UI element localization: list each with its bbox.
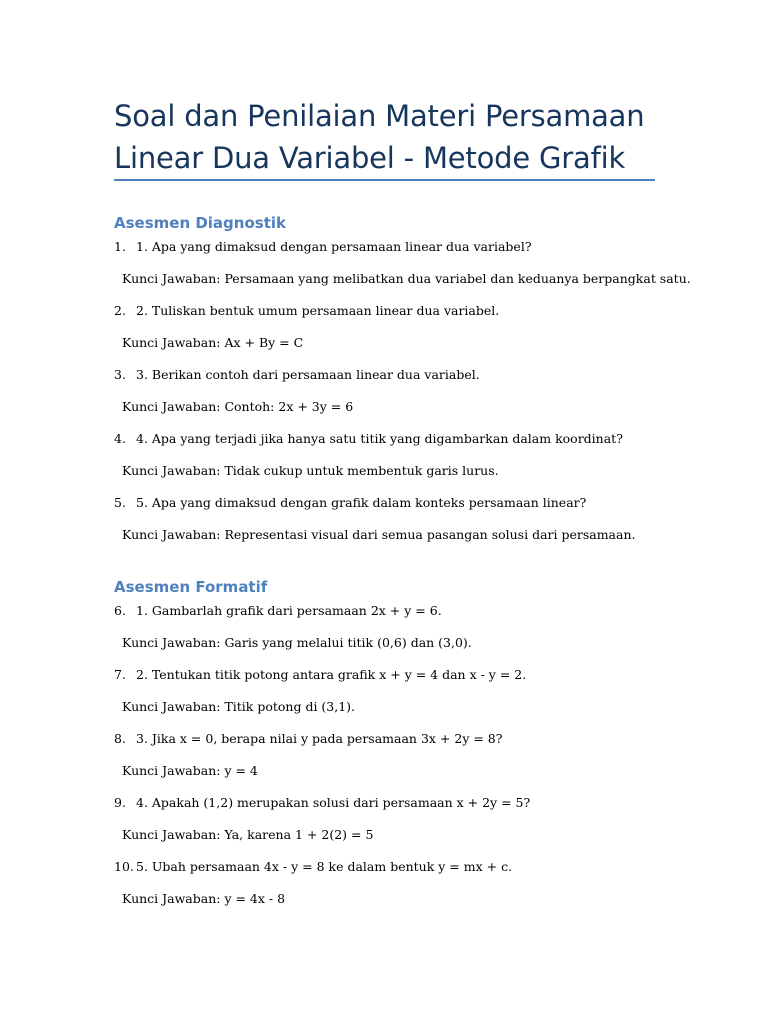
answer-key: Kunci Jawaban: Representasi visual dari semua pasangan solusi dari persamaan. [122,527,636,542]
answer-key: Kunci Jawaban: Ax + By = C [122,335,304,350]
question-text: 2. Tuliskan bentuk umum persamaan linear dua variabel. [136,303,500,318]
question-number: 6. [114,603,126,618]
question-item [114,794,530,812]
answer-key: Kunci Jawaban: y = 4x - 8 [122,891,286,906]
question-number: 8. [114,731,126,746]
question-item [114,302,499,320]
answer-key: Kunci Jawaban: Titik potong di (3,1). [122,699,356,714]
question-number: 10. [114,859,134,874]
answer-key: Kunci Jawaban: Persamaan yang melibatkan dua variabel dan keduanya berpangkat satu. [122,271,691,286]
answer-key: Kunci Jawaban: Contoh: 2x + 3y = 6 [122,399,354,414]
question-item [114,494,586,512]
answer-key: Kunci Jawaban: y = 4 [122,763,258,778]
question-text: 1. Apa yang dimaksud dengan persamaan linear dua variabel? [136,239,532,254]
section-heading-diagnostik: Asesmen Diagnostik [114,214,286,232]
question-item [114,366,480,384]
question-item [114,238,532,256]
question-text: 4. Apa yang terjadi jika hanya satu titik yang digambarkan dalam koordinat? [136,431,623,446]
question-item [114,858,512,876]
question-text: 3. Berikan contoh dari persamaan linear dua variabel. [136,367,480,382]
section-heading-formatif: Asesmen Formatif [114,578,268,596]
question-text: 5. Ubah persamaan 4x - y = 8 ke dalam bentuk y = mx + c. [136,859,513,874]
question-number: 4. [114,431,126,446]
question-number: 7. [114,667,126,682]
title-underline [114,179,655,181]
question-text: 2. Tentukan titik potong antara grafik x + y = 4 dan x - y = 2. [136,667,527,682]
question-text: 5. Apa yang dimaksud dengan grafik dalam konteks persamaan linear? [136,495,587,510]
question-number: 9. [114,795,126,810]
answer-key: Kunci Jawaban: Tidak cukup untuk membentuk garis lurus. [122,463,499,478]
answer-key: Kunci Jawaban: Ya, karena 1 + 2(2) = 5 [122,827,374,842]
question-text: 1. Gambarlah grafik dari persamaan 2x + y = 6. [136,603,442,618]
question-text: 3. Jika x = 0, berapa nilai y pada persamaan 3x + 2y = 8? [136,731,503,746]
question-number: 1. [114,239,126,254]
document-title: Soal dan Penilaian Materi Persamaan Linear Dua Variabel - Metode Grafik [114,99,645,175]
question-item [114,602,442,620]
question-number: 5. [114,495,126,510]
question-text: 4. Apakah (1,2) merupakan solusi dari persamaan x + 2y = 5? [136,795,531,810]
question-number: 3. [114,367,126,382]
question-item [114,730,502,748]
answer-key: Kunci Jawaban: Garis yang melalui titik (0,6) dan (3,0). [122,635,472,650]
question-number: 2. [114,303,126,318]
question-item [114,666,526,684]
question-item [114,430,623,448]
